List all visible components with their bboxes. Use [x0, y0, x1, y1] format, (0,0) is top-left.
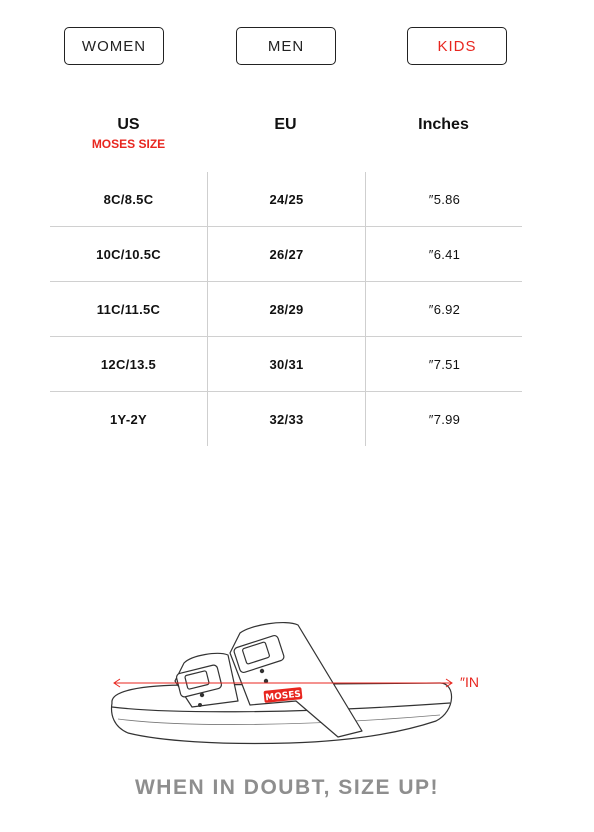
header-us-sublabel: MOSES SIZE	[91, 137, 166, 151]
cell-inches: ″7.99	[365, 392, 523, 446]
tab-men-label: MEN	[267, 37, 305, 55]
table-row	[50, 281, 522, 336]
cell-eu: 28/29	[207, 282, 365, 336]
header-inches: Inches	[418, 116, 469, 133]
cell-us: 11C/11.5C	[96, 301, 161, 317]
cell-inches: ″6.92	[365, 282, 523, 336]
table-row	[50, 172, 522, 226]
header-us-label: US	[117, 116, 140, 133]
cell-us: 10C/10.5C	[96, 246, 161, 262]
size-advice-note: WHEN IN DOUBT, SIZE UP!	[134, 776, 439, 799]
header-eu: EU	[274, 116, 297, 133]
cell-us: 12C/13.5	[100, 356, 157, 372]
size-chart-table	[50, 116, 522, 446]
tab-women-label: WOMEN	[81, 37, 147, 55]
tab-women[interactable]	[64, 27, 164, 65]
table-body	[50, 172, 522, 446]
measure-unit-label: ″IN	[460, 674, 479, 690]
table-header-row	[50, 116, 522, 172]
svg-text:MOSES: MOSES	[264, 689, 302, 704]
cell-eu: 24/25	[207, 172, 365, 226]
header-us	[50, 116, 207, 151]
cell-us: 1Y-2Y	[110, 411, 147, 427]
tab-men[interactable]	[236, 27, 336, 65]
cell-eu: 32/33	[207, 392, 365, 446]
tab-kids[interactable]	[407, 27, 507, 65]
cell-eu: 30/31	[207, 337, 365, 391]
cell-eu: 26/27	[207, 227, 365, 281]
cell-inches: ″7.51	[365, 337, 523, 391]
cell-inches: ″6.41	[365, 227, 523, 281]
cell-inches: ″5.86	[365, 172, 523, 226]
size-category-tabs	[0, 27, 594, 67]
sandal-measurement-illustration	[100, 615, 500, 765]
table-row	[50, 336, 522, 391]
cell-us: 8C/8.5C	[103, 191, 154, 207]
table-row	[50, 391, 522, 446]
table-row	[50, 226, 522, 281]
tab-kids-label: KIDS	[437, 37, 477, 55]
